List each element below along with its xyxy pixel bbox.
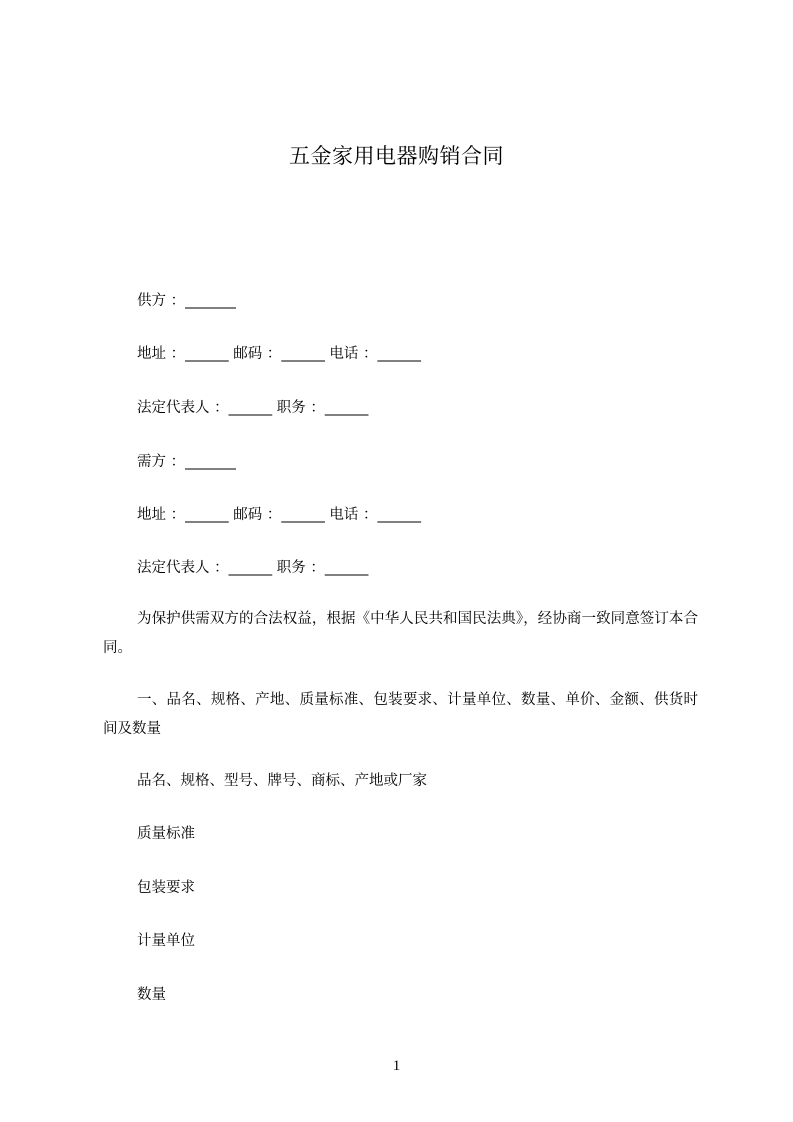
supplier-address-line: 地址 ：______ 邮码 ：______ 电话 ：______ — [137, 346, 422, 362]
buyer-address-line: 地址 ：______ 邮码 ：______ 电话 ：______ — [137, 507, 422, 523]
item-quantity: 数量 — [137, 987, 166, 1003]
section-one-heading: 一、品名、规格、产地、质量标准、包装要求、计量单位、数量、单价、金额、供货时间及数量 — [103, 692, 698, 737]
intro-paragraph: 为保护供需双方的合法权益，根据《中华人民共和国民法典》，经协商一致同意签订本合同。 — [103, 611, 698, 656]
supplier-representative-line: 法定代表人 ：______ 职务 ：______ — [137, 400, 369, 416]
buyer-name-line: 需方 ：_______ — [137, 454, 236, 470]
buyer-representative-line: 法定代表人 ：______ 职务 ：______ — [137, 560, 369, 576]
item-product-specs: 品名、规格、型号、牌号、商标、产地或厂家 — [137, 773, 427, 789]
page-number: 1 — [392, 1058, 401, 1074]
item-packaging: 包装要求 — [137, 880, 195, 896]
page-title: 五金家用电器购销合同 — [289, 144, 504, 168]
item-measure-unit: 计量单位 — [137, 933, 195, 949]
item-quality-standard: 质量标准 — [137, 826, 195, 842]
supplier-name-line: 供方 ：_______ — [137, 293, 236, 309]
